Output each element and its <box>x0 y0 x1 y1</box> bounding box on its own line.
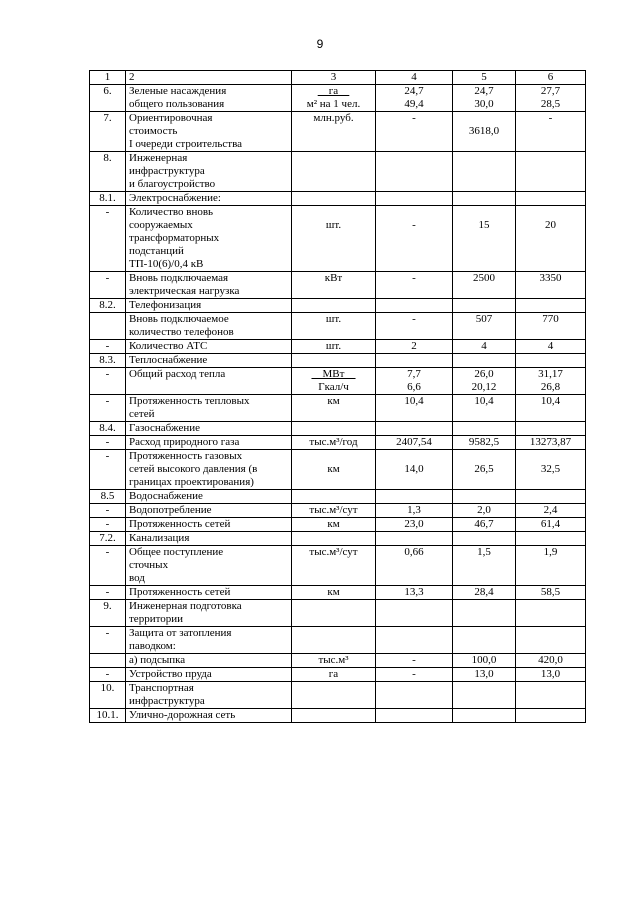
table-cell: 7. <box>90 112 126 152</box>
table-cell: 13,0 <box>453 668 516 682</box>
table-cell <box>376 709 453 723</box>
table-row <box>90 490 586 504</box>
table-row <box>90 504 586 518</box>
table-row <box>90 668 586 682</box>
cell-line: инфраструктура <box>129 695 205 707</box>
table-cell: 9582,5 <box>453 436 516 450</box>
table-cell <box>376 299 453 313</box>
cell-line: 26,0 <box>474 368 494 380</box>
cell-line: 24,7 <box>404 85 424 97</box>
table-cell <box>90 654 126 668</box>
table-cell: Улично-дорожная сеть <box>126 709 292 723</box>
table-cell <box>516 450 586 490</box>
table-cell: - <box>90 450 126 490</box>
table-row <box>90 340 586 354</box>
table-cell <box>516 206 586 272</box>
table-row <box>90 313 586 340</box>
table-cell: 2,0 <box>453 504 516 518</box>
table-cell <box>126 450 292 490</box>
table-cell <box>516 600 586 627</box>
table-cell <box>292 627 376 654</box>
table-row <box>90 518 586 532</box>
table-cell: 2,4 <box>516 504 586 518</box>
table-cell: 7.2. <box>90 532 126 546</box>
table-row <box>90 586 586 600</box>
cell-line: вод <box>129 572 145 584</box>
table-cell: 1,9 <box>516 546 586 586</box>
table-cell <box>453 709 516 723</box>
table-cell: 6 <box>516 71 586 85</box>
table-cell <box>376 532 453 546</box>
table-cell: 13,0 <box>516 668 586 682</box>
table-cell: Расход природного газа <box>126 436 292 450</box>
cell-line: - <box>412 219 416 231</box>
table-cell <box>516 490 586 504</box>
table-cell <box>453 600 516 627</box>
table-cell: Протяженность сетей <box>126 586 292 600</box>
table-cell: 1 <box>90 71 126 85</box>
table-cell: 1,5 <box>453 546 516 586</box>
table-cell: - <box>516 112 586 152</box>
table-cell: Газоснабжение <box>126 422 292 436</box>
table-cell <box>292 682 376 709</box>
table-cell <box>516 354 586 368</box>
table-cell: 4 <box>453 340 516 354</box>
cell-line: 3618,0 <box>468 125 500 137</box>
cell-line <box>456 112 512 125</box>
cell-line <box>295 206 372 219</box>
table-cell: га <box>292 668 376 682</box>
cell-line: 20,12 <box>471 381 497 393</box>
table-cell <box>516 192 586 206</box>
cell-line: 30,0 <box>474 98 494 110</box>
table-cell <box>126 272 292 299</box>
table-cell <box>292 192 376 206</box>
table-cell: 4 <box>376 71 453 85</box>
cell-line: 49,4 <box>404 98 424 110</box>
table-cell <box>376 600 453 627</box>
cell-line: шт. <box>325 219 342 231</box>
table-cell: - <box>376 272 453 299</box>
table-cell <box>292 422 376 436</box>
table-cell: Электроснабжение: <box>126 192 292 206</box>
table-cell <box>453 532 516 546</box>
table-row <box>90 152 586 192</box>
table-row <box>90 532 586 546</box>
cell-line: 20 <box>545 219 556 231</box>
table-cell: кВт <box>292 272 376 299</box>
table-cell <box>376 152 453 192</box>
table-cell <box>516 152 586 192</box>
table-cell: км <box>292 518 376 532</box>
cell-line: 32,5 <box>540 463 561 475</box>
cell-line: Количество вновь <box>129 206 214 218</box>
table-cell: Протяженность сетей <box>126 518 292 532</box>
table-cell: Количество АТС <box>126 340 292 354</box>
table-cell: 46,7 <box>453 518 516 532</box>
table-row <box>90 368 586 395</box>
table-cell <box>516 532 586 546</box>
cell-line <box>379 450 449 463</box>
cell-line: __га__ <box>317 85 350 97</box>
table-cell: - <box>376 112 453 152</box>
table-cell <box>292 600 376 627</box>
table-cell: шт. <box>292 313 376 340</box>
table-cell <box>126 600 292 627</box>
table-cell <box>292 490 376 504</box>
cell-line: 24,7 <box>474 85 494 97</box>
table-cell: - <box>376 654 453 668</box>
cell-line: Протяженность газовых <box>129 450 243 462</box>
table-cell: тыс.м³/сут <box>292 504 376 518</box>
table-cell: 100,0 <box>453 654 516 668</box>
table-cell <box>292 354 376 368</box>
table-cell <box>292 206 376 272</box>
table-row <box>90 450 586 490</box>
table-cell <box>126 546 292 586</box>
table-cell: - <box>90 206 126 272</box>
cell-line: сетей высокого давления (в <box>129 463 258 475</box>
table-row <box>90 422 586 436</box>
table-cell: тыс.м³/сут <box>292 546 376 586</box>
cell-line: трансформаторных <box>129 232 220 244</box>
page-number: 9 <box>316 37 324 51</box>
table-row <box>90 395 586 422</box>
table-cell <box>292 368 376 395</box>
table-cell <box>126 112 292 152</box>
table-cell: 61,4 <box>516 518 586 532</box>
table-cell: - <box>90 504 126 518</box>
cell-line: Зеленые насаждения <box>129 85 227 97</box>
table-cell: - <box>90 627 126 654</box>
table-cell <box>126 206 292 272</box>
table-cell <box>292 532 376 546</box>
table-cell: Теплоснабжение <box>126 354 292 368</box>
cell-line: __МВт__ <box>311 368 356 380</box>
table-cell: Канализация <box>126 532 292 546</box>
table-cell <box>126 313 292 340</box>
cell-line: Общее поступление <box>129 546 224 558</box>
table-cell <box>516 422 586 436</box>
table-cell <box>516 709 586 723</box>
table-cell: Водопотребление <box>126 504 292 518</box>
cell-line: паводком: <box>129 640 176 652</box>
table-cell: 3 <box>292 71 376 85</box>
cell-line: общего пользования <box>129 98 225 110</box>
table-row <box>90 627 586 654</box>
table-cell <box>376 368 453 395</box>
cell-line: сетей <box>129 408 155 420</box>
table-cell <box>516 627 586 654</box>
table-cell <box>376 450 453 490</box>
table-cell <box>453 490 516 504</box>
cell-line: стоимость <box>129 125 178 137</box>
table-cell: 10.1. <box>90 709 126 723</box>
table-cell: 23,0 <box>376 518 453 532</box>
table-cell: тыс.м³ <box>292 654 376 668</box>
table-body <box>90 71 586 723</box>
table-cell: 8.5 <box>90 490 126 504</box>
table-cell: а) подсыпка <box>126 654 292 668</box>
cell-line: км <box>327 463 340 475</box>
cell-line: и благоустройство <box>129 178 216 190</box>
table-cell: 10. <box>90 682 126 709</box>
cell-line: Вновь подключаемое <box>129 313 229 325</box>
table-cell: Телефонизация <box>126 299 292 313</box>
table-cell <box>516 85 586 112</box>
table-cell: тыс.м³/год <box>292 436 376 450</box>
cell-line: электрическая нагрузка <box>129 285 240 297</box>
table-cell <box>453 368 516 395</box>
table-row <box>90 192 586 206</box>
table-cell <box>376 206 453 272</box>
table-cell: 2 <box>376 340 453 354</box>
table-cell <box>516 368 586 395</box>
indicators-table <box>89 70 586 723</box>
table-cell: 10,4 <box>453 395 516 422</box>
table-cell: 8.1. <box>90 192 126 206</box>
table-cell: 507 <box>453 313 516 340</box>
table-cell: 1,3 <box>376 504 453 518</box>
cell-line <box>456 206 512 219</box>
cell-line: Протяженность тепловых <box>129 395 250 407</box>
table-cell: 8.2. <box>90 299 126 313</box>
cell-line: 14,0 <box>404 463 424 475</box>
table-cell: 13,3 <box>376 586 453 600</box>
cell-line: сооружаемых <box>129 219 193 231</box>
table-cell: - <box>90 272 126 299</box>
cell-line: Вновь подключаемая <box>129 272 229 284</box>
cell-line: границах проектирования) <box>129 476 254 488</box>
cell-line: подстанций <box>129 245 184 257</box>
table-cell: 5 <box>453 71 516 85</box>
table-cell <box>453 112 516 152</box>
cell-line: 31,17 <box>538 368 563 380</box>
table-row <box>90 709 586 723</box>
table-cell: 13273,87 <box>516 436 586 450</box>
table-cell <box>453 206 516 272</box>
cell-line: территории <box>129 613 184 625</box>
table-cell: 58,5 <box>516 586 586 600</box>
table-cell: 2407,54 <box>376 436 453 450</box>
table-cell: 3350 <box>516 272 586 299</box>
table-cell <box>126 85 292 112</box>
table-cell: км <box>292 586 376 600</box>
table-cell <box>376 627 453 654</box>
table-cell <box>516 682 586 709</box>
table-cell: 6. <box>90 85 126 112</box>
table-row <box>90 112 586 152</box>
table-row <box>90 85 586 112</box>
table-cell: Устройство пруда <box>126 668 292 682</box>
table-cell: 8.4. <box>90 422 126 436</box>
cell-line: 6,6 <box>407 381 421 393</box>
table-cell: 10,4 <box>376 395 453 422</box>
table-cell: - <box>90 436 126 450</box>
table-cell: - <box>376 313 453 340</box>
cell-line <box>456 450 512 463</box>
cell-line: 7,7 <box>407 368 421 380</box>
table-cell <box>376 682 453 709</box>
table-cell: 770 <box>516 313 586 340</box>
cell-line: Транспортная <box>129 682 194 694</box>
table-cell <box>292 152 376 192</box>
table-cell: - <box>90 546 126 586</box>
table-cell: - <box>376 668 453 682</box>
table-cell: - <box>90 340 126 354</box>
cell-line <box>519 450 582 463</box>
table-cell <box>453 450 516 490</box>
table-cell: млн.руб. <box>292 112 376 152</box>
table-cell: 2 <box>126 71 292 85</box>
cell-line: Защита от затопления <box>129 627 232 639</box>
table-cell <box>453 152 516 192</box>
cell-line <box>519 206 582 219</box>
table-row <box>90 682 586 709</box>
cell-line <box>295 450 372 463</box>
table-cell <box>292 450 376 490</box>
table-row <box>90 654 586 668</box>
table-cell: Общий расход тепла <box>126 368 292 395</box>
table-cell: 0,66 <box>376 546 453 586</box>
table-cell: - <box>90 518 126 532</box>
table-cell <box>292 709 376 723</box>
table-cell: 4 <box>516 340 586 354</box>
table-cell: 28,4 <box>453 586 516 600</box>
table-cell: - <box>90 395 126 422</box>
table-cell <box>292 299 376 313</box>
table-cell: 8.3. <box>90 354 126 368</box>
cell-line: количество телефонов <box>129 326 234 338</box>
cell-line: 27,7 <box>540 85 561 97</box>
table-cell <box>376 354 453 368</box>
table-cell: 9. <box>90 600 126 627</box>
table-cell: км <box>292 395 376 422</box>
table-cell <box>126 152 292 192</box>
table-cell <box>453 627 516 654</box>
table-cell <box>90 313 126 340</box>
cell-line: Гкал/ч <box>318 381 349 393</box>
table-cell <box>376 490 453 504</box>
table-cell: шт. <box>292 340 376 354</box>
table-cell <box>453 192 516 206</box>
cell-line: I очереди строительства <box>129 138 243 150</box>
table-cell <box>376 85 453 112</box>
table-row <box>90 272 586 299</box>
table-cell <box>292 85 376 112</box>
table-cell: - <box>90 586 126 600</box>
cell-line: 26,8 <box>540 381 561 393</box>
table-cell: 10,4 <box>516 395 586 422</box>
table-cell <box>126 395 292 422</box>
table-cell: 2500 <box>453 272 516 299</box>
table-cell <box>126 682 292 709</box>
table-cell <box>453 682 516 709</box>
cell-line <box>379 206 449 219</box>
table-cell: - <box>90 668 126 682</box>
table-cell <box>453 85 516 112</box>
table-row <box>90 546 586 586</box>
cell-line: м² на 1 чел. <box>306 98 361 110</box>
table-cell <box>376 192 453 206</box>
table-cell: 420,0 <box>516 654 586 668</box>
table-row <box>90 354 586 368</box>
table-row <box>90 71 586 85</box>
table-row <box>90 206 586 272</box>
cell-line: 26,5 <box>474 463 494 475</box>
cell-line: ТП-10(6)/0,4 кВ <box>129 258 204 270</box>
table-cell: 8. <box>90 152 126 192</box>
table-cell <box>516 299 586 313</box>
table-cell <box>453 299 516 313</box>
cell-line: 28,5 <box>540 98 561 110</box>
table-row <box>90 299 586 313</box>
table-cell <box>376 422 453 436</box>
cell-line: Инженерная <box>129 152 188 164</box>
cell-line: сточных <box>129 559 169 571</box>
table-cell <box>126 627 292 654</box>
cell-line: Инженерная подготовка <box>129 600 242 612</box>
table-row <box>90 600 586 627</box>
table-cell: - <box>90 368 126 395</box>
cell-line: инфраструктура <box>129 165 205 177</box>
table-cell <box>453 354 516 368</box>
cell-line: 15 <box>478 219 490 231</box>
cell-line: Ориентировочная <box>129 112 213 124</box>
table-row <box>90 436 586 450</box>
table-cell: Водоснабжение <box>126 490 292 504</box>
table-cell <box>453 422 516 436</box>
